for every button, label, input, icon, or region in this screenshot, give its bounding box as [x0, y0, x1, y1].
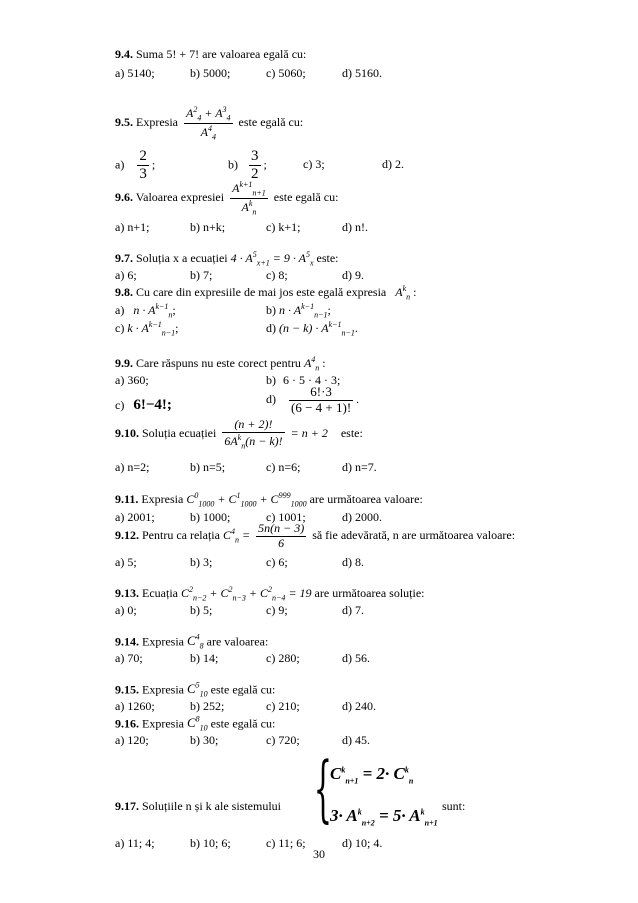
option-d: d) 2.	[382, 157, 404, 171]
option-a: a) 360;	[115, 373, 149, 387]
option-d: d) 45.	[342, 733, 370, 747]
question-number: 9.12.	[115, 528, 139, 543]
question-number: 9.5.	[115, 114, 133, 129]
option-d: d) 56.	[342, 651, 370, 665]
question-number: 9.8.	[115, 285, 133, 299]
question-tail: este egală cu:	[210, 682, 276, 697]
system-brace: {	[313, 746, 333, 830]
question-tail: este:	[340, 425, 363, 440]
option-a: a) 5140;	[115, 66, 155, 80]
question-tail: are valoarea:	[206, 634, 269, 649]
question-number: 9.6.	[115, 189, 133, 204]
formula: $\frac{A^2_4 + A^3_4}{A^4_4}$	[185, 105, 231, 141]
option-c: c) 5060;	[266, 66, 306, 80]
question-tail: este egală cu:	[210, 716, 276, 731]
option-c: c) 8;	[266, 268, 288, 282]
option-a: a) 5;	[115, 555, 137, 569]
question-text: Expresia	[142, 634, 184, 649]
option-c: c) 210;	[266, 699, 300, 713]
question-9-15: 9.15. Expresia $C^5_{10}$ este egală cu:	[115, 681, 276, 699]
question-9-6	[115, 180, 338, 216]
question-text: Ecuația	[142, 586, 178, 600]
option-b: b) n=5;	[190, 460, 226, 474]
question-9-16: 9.16. Expresia $C^8_{10}$ este egală cu:	[115, 715, 276, 733]
option-d: d) 2000.	[342, 510, 382, 524]
question-tail: sunt:	[442, 799, 466, 813]
question-text: Care răspuns nu este corect pentru	[136, 356, 301, 370]
page-number: 30	[313, 847, 325, 861]
option-c: c) 9;	[266, 603, 288, 617]
option-a: a) 2001;	[115, 510, 155, 524]
option-d: d) $\frac{6!\cdot 3}{(6 - 4 + 1)!}$ .	[266, 384, 360, 415]
question-9-10: 9.10. Soluția ecuației $\frac{(n + 2)!}{6A^k_n(n - k)!}$ = n + 2 este:	[115, 417, 363, 451]
question-text: Soluția x a ecuației	[136, 251, 228, 265]
question-tail: este egală cu:	[238, 114, 304, 129]
question-text: Soluțiile n și k ale sistemului	[142, 799, 281, 813]
option-a: a) n+1;	[115, 220, 150, 234]
question-text: Suma 5! + 7! are valoarea egală cu:	[136, 47, 307, 61]
option-a: a) $n \cdot A^{k-1}_n$;	[115, 302, 176, 320]
formula: $4 \cdot A^5_{x+1} = 9 \cdot A^5_x$	[230, 250, 314, 268]
option-c: c) 720;	[266, 733, 300, 747]
question-number: 9.10.	[115, 425, 139, 440]
option-c: c) k+1;	[266, 220, 301, 234]
question-9-5	[115, 105, 303, 141]
question-number: 9.4.	[115, 47, 133, 61]
question-9-12: 9.12. Pentru ca relația $C^4_n$ = $\frac{5n(n - 3)}{6}$ să fie adevărată, n are următoarea valoare:	[115, 521, 516, 550]
option-d: d) 9.	[342, 268, 364, 282]
option-b: b) n+k;	[190, 220, 226, 234]
formula: $C^2_{n-2} + C^2_{n-3} + C^2_{n-4} = 19$	[180, 585, 312, 603]
option-a: a) n=2;	[115, 460, 150, 474]
option-d: d) 8.	[342, 555, 364, 569]
question-text: Expresia	[142, 682, 184, 697]
question-9-9: 9.9. Care răspuns nu este corect pentru $A^4_n$ :	[115, 355, 326, 373]
option-a: a) 0;	[115, 603, 137, 617]
option-c: c) 280;	[266, 651, 300, 665]
option-d: d) n!.	[342, 220, 368, 234]
option-b: b) 5;	[190, 603, 213, 617]
option-d: d) 7.	[342, 603, 364, 617]
option-b: b) 5000;	[190, 66, 231, 80]
option-b: b) $\frac{3}{2}$ ;	[228, 148, 267, 183]
option-a: a) 6;	[115, 268, 137, 282]
system-eq-1: $C^k_{n+1} = 2\cdot C^k_n$	[330, 764, 414, 786]
option-d: d) 5160.	[342, 66, 382, 80]
question-number: 9.9.	[115, 356, 133, 370]
question-text: Pentru ca relația	[142, 528, 220, 543]
question-tail: este:	[316, 251, 339, 265]
question-text: Expresia	[136, 114, 178, 129]
option-d: d) n=7.	[342, 460, 377, 474]
option-b: b) 14;	[190, 651, 219, 665]
formula: $\frac{A^{k+1}_{n+1}}{A^k_n}$	[232, 180, 266, 216]
question-tail: are următoarea soluție:	[314, 586, 425, 600]
option-b: b) 3;	[190, 555, 213, 569]
question-tail: are următoarea valoare:	[309, 492, 423, 506]
formula: $C^0_{1000} + C^1_{1000} + C^{999}_{1000}$	[186, 491, 307, 509]
formula: $\frac{5n(n - 3)}{6}$	[258, 521, 305, 550]
question-number: 9.16.	[115, 716, 139, 731]
question-text: Cu care din expresiile de mai jos este egală expresia	[136, 285, 387, 299]
option-d: d) 10; 4.	[342, 836, 383, 850]
option-a: a) 1260;	[115, 699, 155, 713]
option-b: b) 30;	[190, 733, 219, 747]
question-number: 9.15.	[115, 682, 139, 697]
question-9-14: 9.14. Expresia $C^4_8$ are valoarea:	[115, 633, 269, 651]
option-a: a) 70;	[115, 651, 143, 665]
option-a: a) 11; 4;	[115, 836, 155, 850]
option-b: b) 10; 6;	[190, 836, 231, 850]
option-c: c) 6;	[266, 555, 288, 569]
question-tail: să fie adevărată, n are următoarea valoare:	[312, 528, 516, 543]
question-9-7	[115, 250, 339, 267]
option-c: c) 3;	[303, 157, 325, 171]
question-text: Soluția ecuației	[142, 425, 217, 440]
formula: $\frac{(n + 2)!}{6A^k_n(n - k)!}$	[224, 417, 283, 451]
option-a: a) 120;	[115, 733, 149, 747]
question-9-8: 9.8. Cu care din expresiile de mai jos este egală expresia $A^k_n$ :	[115, 284, 417, 302]
question-9-13	[115, 585, 425, 602]
question-number: 9.11.	[115, 492, 139, 506]
question-9-17	[115, 799, 281, 814]
option-c: c) 11; 6;	[266, 836, 306, 850]
option-a: a) $\frac{2}{3}$ ;	[115, 148, 156, 183]
option-c: c) 6!−4!;	[115, 397, 172, 413]
question-tail: este egală cu:	[273, 189, 339, 204]
option-b: b) 252;	[190, 699, 225, 713]
option-d: d) $(n - k) \cdot A^{k-1}_{n-1}$.	[266, 320, 358, 338]
question-number: 9.7.	[115, 251, 133, 265]
option-b: b) 6 · 5 · 4 · 3;	[266, 373, 341, 387]
option-b: b) 7;	[190, 268, 213, 282]
question-number: 9.14.	[115, 634, 139, 649]
option-b: b) 1000;	[190, 510, 231, 524]
question-number: 9.17.	[115, 799, 139, 813]
option-b: b) $n \cdot A^{k-1}_{n-1}$;	[266, 302, 331, 320]
question-text: Expresia	[141, 492, 184, 506]
option-c: c) 1001;	[266, 510, 306, 524]
question-9-4	[115, 47, 306, 62]
option-d: d) 240.	[342, 699, 376, 713]
option-c: c) $k \cdot A^{k-1}_{n-1}$;	[115, 320, 179, 338]
question-number: 9.13.	[115, 586, 139, 600]
question-text: Expresia	[142, 716, 184, 731]
system-eq-2: $3\cdot A^k_{n+2} = 5\cdot A^k_{n+1}$	[330, 806, 438, 828]
option-c: c) n=6;	[266, 460, 301, 474]
question-9-11	[115, 491, 423, 508]
question-text: Valoarea expresiei	[135, 189, 225, 204]
